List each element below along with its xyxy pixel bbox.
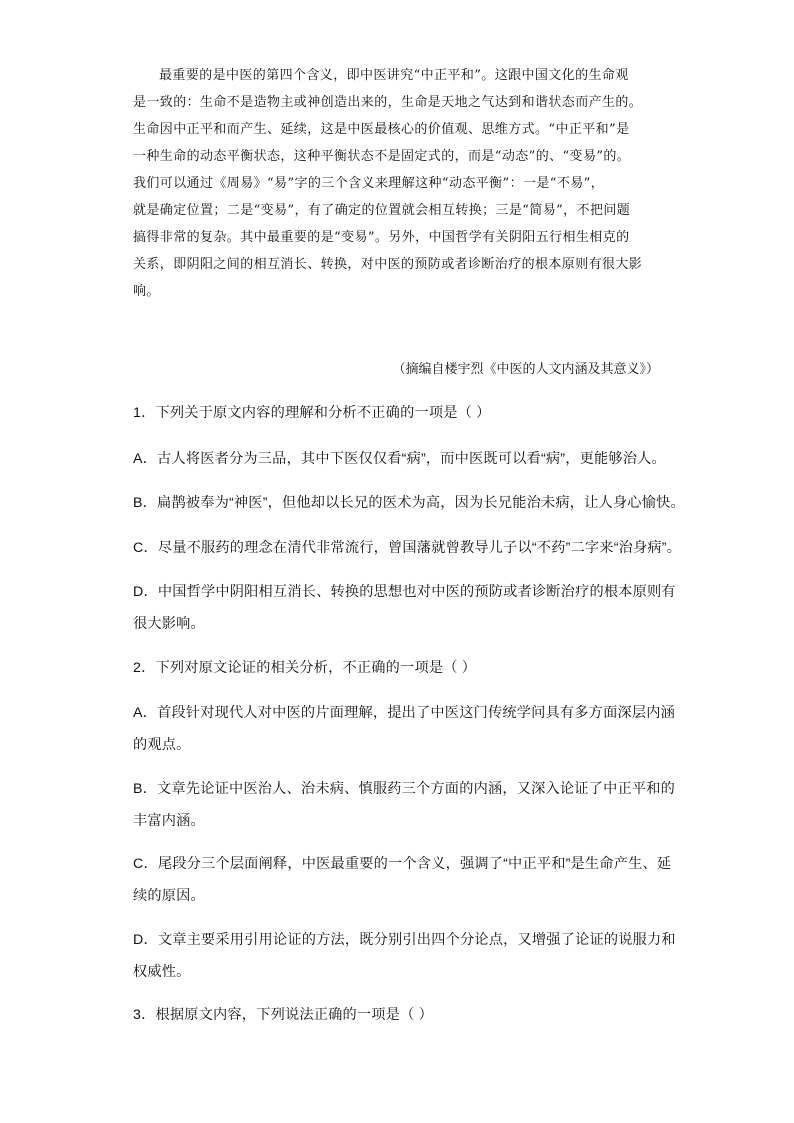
option-text: B．扁鹊被奉为“神医”，但他却以长兄的医术为高，因为长兄能治未病，让人身心愉快。 bbox=[133, 495, 685, 511]
option-text-continued: 很大影响。 bbox=[133, 616, 205, 632]
option-text: A．古人将医者分为三品，其中下医仅仅看“病”，而中医既可以看“病”，更能够治人。 bbox=[133, 451, 666, 467]
option-text-continued: 的观点。 bbox=[133, 737, 191, 753]
option-text-continued: 权威性。 bbox=[133, 964, 191, 980]
option-text: D．中国哲学中阴阳相互消长、转换的思想也对中医的预防或者诊断治疗的根本原则有 bbox=[133, 584, 676, 600]
passage-text bbox=[133, 62, 667, 305]
passage-line: 搞得非常的复杂。其中最重要的是“变易”。另外，中国哲学有关阴阳五行相生相克的 bbox=[133, 230, 630, 245]
passage-line: 关系，即阴阳之间的相互消长、转换，对中医的预防或者诊断治疗的根本原则有很大影 bbox=[133, 257, 643, 272]
question-2-option-b[interactable] bbox=[133, 773, 676, 837]
question-stem-text: 3．根据原文内容，下列说法正确的一项是（ ） bbox=[133, 1007, 433, 1023]
question-2-option-a[interactable] bbox=[133, 697, 676, 761]
passage-line: 一种生命的动态平衡状态，这种平衡状态不是固定式的，而是“动态”的、“变易”的。 bbox=[133, 149, 631, 164]
option-text: D．文章主要采用引用论证的方法，既分别引出四个分论点，又增强了论证的说服力和 bbox=[133, 932, 676, 948]
option-text: A．首段针对现代人对中医的片面理解，提出了中医这门传统学问具有多方面深层内涵 bbox=[133, 705, 676, 721]
option-text-continued: 丰富内涵。 bbox=[133, 813, 205, 829]
passage-line: 是一致的：生命不是造物主或神创造出来的，生命是天地之气达到和谐状态而产生的。 bbox=[133, 95, 643, 110]
passage-source: （摘编自楼宇烈《中医的人文内涵及其意义》） bbox=[392, 362, 659, 377]
option-text-continued: 续的原因。 bbox=[133, 888, 205, 904]
option-text: B．文章先论证中医治人、治未病、慎服药三个方面的内涵，又深入论证了中正平和的 bbox=[133, 781, 676, 797]
question-2-option-c[interactable] bbox=[133, 848, 673, 912]
passage-line: 生命因中正平和而产生、延续，这是中医最核心的价值观、思维方式。“中正平和”是 bbox=[133, 122, 630, 137]
question-3-stem bbox=[133, 999, 673, 1031]
question-1-stem bbox=[133, 397, 673, 429]
question-1-option-b[interactable] bbox=[133, 487, 685, 519]
question-1-option-c[interactable] bbox=[133, 532, 682, 564]
question-stem-text: 1．下列关于原文内容的理解和分析不正确的一项是（ ） bbox=[133, 405, 491, 421]
passage-line: 就是确定位置；二是“变易”，有了确定的位置就会相互转换；三是“简易”，不把问题 bbox=[133, 203, 631, 218]
passage-line: 我们可以通过《周易》“易”字的三个含义来理解这种“动态平衡”：一是“不易”， bbox=[133, 176, 605, 191]
question-1-option-a[interactable] bbox=[133, 443, 673, 475]
question-1-option-d[interactable] bbox=[133, 576, 676, 640]
option-text: C．尾段分三个层面阐释，中医最重要的一个含义，强调了“中正平和”是生命产生、延 bbox=[133, 856, 672, 872]
question-2-stem bbox=[133, 652, 673, 684]
passage-line: 响。 bbox=[133, 284, 160, 299]
question-2-option-d[interactable] bbox=[133, 924, 676, 988]
question-stem-text: 2．下列对原文论证的相关分析，不正确的一项是（ ） bbox=[133, 660, 477, 676]
option-text: C．尽量不服药的理念在清代非常流行，曾国藩就曾教导儿子以“不药”二字来“治身病”。 bbox=[133, 540, 682, 556]
passage-line: 最重要的是中医的第四个含义，即中医讲究“中正平和”。这跟中国文化的生命观 bbox=[159, 68, 629, 83]
